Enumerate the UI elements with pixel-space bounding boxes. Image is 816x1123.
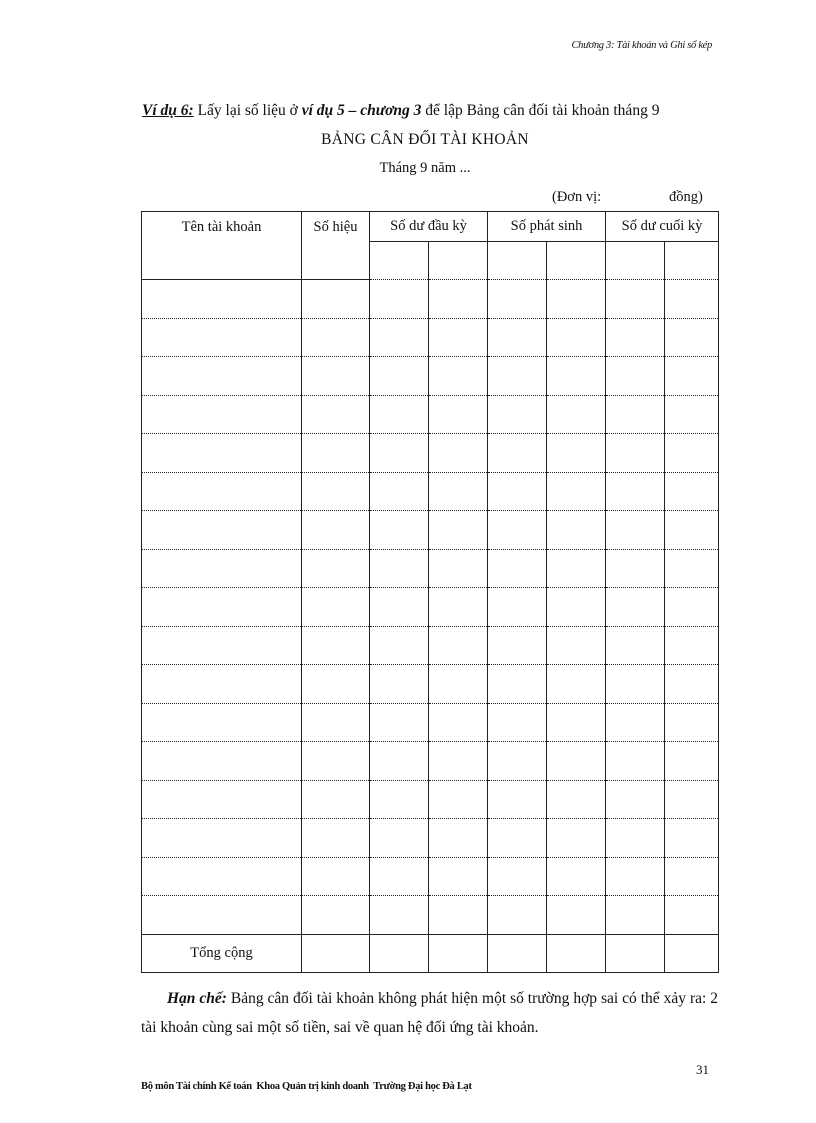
table-cell [665, 395, 719, 434]
unit-label: (Đơn vị: [552, 189, 602, 205]
table-cell [547, 318, 606, 357]
table-cell [606, 318, 665, 357]
total-row [142, 934, 719, 972]
table-body [142, 280, 719, 973]
table-cell [302, 626, 370, 665]
header-transactions: Số phát sinh [488, 212, 606, 242]
table-cell [488, 819, 547, 858]
running-header: Chương 3: Tài khoản và Ghi sổ kép [571, 40, 712, 51]
table-cell [302, 742, 370, 781]
table-cell [370, 819, 429, 858]
table-cell [429, 819, 488, 858]
table-cell [142, 511, 302, 550]
table-cell [370, 549, 429, 588]
table-cell [302, 588, 370, 627]
table-cell [302, 434, 370, 473]
table-cell [142, 896, 302, 935]
table-cell [429, 665, 488, 704]
table-cell [142, 318, 302, 357]
table-cell [488, 896, 547, 935]
table-cell [429, 549, 488, 588]
table-cell [665, 588, 719, 627]
table-cell [370, 357, 429, 396]
table-row [142, 549, 719, 588]
table-cell [142, 472, 302, 511]
table-cell [370, 511, 429, 550]
table-cell [488, 318, 547, 357]
table-row [142, 511, 719, 550]
table-cell [665, 934, 719, 972]
table-cell [606, 819, 665, 858]
table-cell [429, 934, 488, 972]
table-cell [547, 896, 606, 935]
table-cell [665, 434, 719, 473]
table-cell [488, 588, 547, 627]
example-reference: ví dụ 5 – chương 3 [301, 102, 422, 119]
table-cell [547, 549, 606, 588]
table-cell [302, 549, 370, 588]
table-cell [488, 857, 547, 896]
table-row [142, 357, 719, 396]
table-cell [665, 780, 719, 819]
table-cell [142, 549, 302, 588]
limitation-label: Hạn chế: [167, 990, 227, 1007]
table-cell [370, 318, 429, 357]
table-cell [547, 588, 606, 627]
table-row [142, 318, 719, 357]
table-cell [665, 511, 719, 550]
table-cell [547, 857, 606, 896]
table-row [142, 780, 719, 819]
table-cell [665, 703, 719, 742]
table-cell [606, 742, 665, 781]
table-cell [429, 395, 488, 434]
table-cell [429, 280, 488, 319]
subheader-cell [547, 242, 606, 280]
table-cell [302, 472, 370, 511]
table-cell [547, 395, 606, 434]
table-row [142, 626, 719, 665]
table-cell [302, 896, 370, 935]
table-cell [370, 434, 429, 473]
table-cell [547, 626, 606, 665]
subheader-cell [370, 242, 429, 280]
table-cell [665, 626, 719, 665]
table-cell [488, 665, 547, 704]
table-cell [142, 819, 302, 858]
table-row [142, 819, 719, 858]
table-cell [665, 549, 719, 588]
table-cell [606, 472, 665, 511]
table-row [142, 857, 719, 896]
header-account-name: Tên tài khoản [142, 212, 302, 280]
table-cell [547, 357, 606, 396]
table-cell [547, 434, 606, 473]
table-cell [547, 280, 606, 319]
table-cell [547, 665, 606, 704]
subheader-cell [429, 242, 488, 280]
table-cell [606, 896, 665, 935]
table-cell [606, 511, 665, 550]
table-cell [606, 626, 665, 665]
table-cell [142, 742, 302, 781]
table-cell [142, 665, 302, 704]
table-cell [665, 819, 719, 858]
table-cell [142, 626, 302, 665]
table-cell [665, 472, 719, 511]
example-label: Ví dụ 6: [142, 102, 194, 119]
trial-balance-table [141, 211, 719, 973]
table-cell [370, 857, 429, 896]
table-cell [606, 934, 665, 972]
table-cell [142, 857, 302, 896]
example-text-before: Lấy lại số liệu ở [193, 102, 302, 119]
table-cell [142, 703, 302, 742]
table-cell [488, 357, 547, 396]
table-cell [547, 819, 606, 858]
table-cell [429, 357, 488, 396]
example-text-after: để lập Bảng cân đối tài khoản tháng 9 [421, 102, 660, 119]
table-cell [429, 626, 488, 665]
table-cell [302, 280, 370, 319]
table-row [142, 472, 719, 511]
table-cell [429, 780, 488, 819]
header-closing-balance: Số dư cuối kỳ [606, 212, 719, 242]
table-cell [606, 857, 665, 896]
table-cell [488, 395, 547, 434]
table-row [142, 280, 719, 319]
table-row [142, 896, 719, 935]
table-cell [665, 318, 719, 357]
table-cell [488, 434, 547, 473]
table-cell [606, 588, 665, 627]
table-row [142, 395, 719, 434]
table-cell [302, 318, 370, 357]
total-label: Tổng cộng [142, 934, 302, 972]
table-cell [142, 434, 302, 473]
table-cell [302, 819, 370, 858]
table-cell [429, 857, 488, 896]
table-cell [429, 472, 488, 511]
table-cell [547, 472, 606, 511]
table-cell [488, 549, 547, 588]
table-cell [429, 742, 488, 781]
table-cell [606, 780, 665, 819]
table-row [142, 703, 719, 742]
table-cell [547, 703, 606, 742]
table-cell [370, 934, 429, 972]
table-cell [488, 934, 547, 972]
table-cell [429, 511, 488, 550]
unit-value: đồng) [669, 189, 703, 205]
table-cell [488, 626, 547, 665]
table-cell [302, 357, 370, 396]
table-cell [488, 511, 547, 550]
header-opening-balance: Số dư đầu kỳ [370, 212, 488, 242]
table-cell [142, 357, 302, 396]
table-cell [370, 280, 429, 319]
limitation-text: Bảng cân đối tài khoản không phát hiện một số trường hợp sai có thể xảy ra: 2 tài khoản cùng sai một số tiền, sai về quan hệ đối ứng tài khoản. [141, 990, 718, 1036]
table-cell [142, 588, 302, 627]
table-cell [370, 472, 429, 511]
table-cell [606, 434, 665, 473]
table-cell [302, 395, 370, 434]
example-intro [142, 102, 722, 120]
table-cell [302, 857, 370, 896]
table-cell [547, 934, 606, 972]
limitation-paragraph [141, 984, 718, 1042]
subheader-cell [488, 242, 547, 280]
table-row [142, 742, 719, 781]
table-cell [665, 357, 719, 396]
table-cell [665, 280, 719, 319]
table-cell [665, 896, 719, 935]
table-cell [370, 780, 429, 819]
table-cell [606, 665, 665, 704]
page-footer: Bộ môn Tài chính Kế toán Khoa Quản trị kinh doanh Trường Đại học Đà Lạt [141, 1081, 472, 1092]
table-cell [142, 780, 302, 819]
table-cell [302, 934, 370, 972]
table-cell [370, 395, 429, 434]
table-cell [606, 703, 665, 742]
table-cell [547, 511, 606, 550]
table-cell [488, 280, 547, 319]
table-cell [429, 896, 488, 935]
table-cell [429, 434, 488, 473]
table-cell [606, 357, 665, 396]
header-account-code: Số hiệu [302, 212, 370, 280]
table-cell [370, 588, 429, 627]
table-cell [606, 549, 665, 588]
table-cell [429, 703, 488, 742]
table-cell [488, 703, 547, 742]
subheader-cell [665, 242, 719, 280]
table-cell [142, 395, 302, 434]
table-cell [488, 472, 547, 511]
table-title: BẢNG CÂN ĐỐI TÀI KHOẢN [321, 131, 529, 148]
table-cell [606, 280, 665, 319]
table-cell [370, 665, 429, 704]
table-cell [370, 896, 429, 935]
table-cell [302, 665, 370, 704]
table-cell [302, 511, 370, 550]
table-cell [429, 318, 488, 357]
table-cell [370, 742, 429, 781]
table-cell [488, 780, 547, 819]
table-cell [665, 857, 719, 896]
table-cell [606, 395, 665, 434]
subheader-cell [606, 242, 665, 280]
table-cell [488, 742, 547, 781]
table-cell [547, 780, 606, 819]
table-row [142, 665, 719, 704]
table-cell [665, 665, 719, 704]
table-cell [302, 780, 370, 819]
table-cell [547, 742, 606, 781]
table-row [142, 588, 719, 627]
table-subtitle: Tháng 9 năm ... [379, 160, 471, 176]
table-cell [370, 703, 429, 742]
table-cell [665, 742, 719, 781]
page-number: 31 [696, 1062, 709, 1077]
table-cell [302, 703, 370, 742]
table-cell [142, 280, 302, 319]
table-row [142, 434, 719, 473]
table-cell [370, 626, 429, 665]
table-cell [429, 588, 488, 627]
